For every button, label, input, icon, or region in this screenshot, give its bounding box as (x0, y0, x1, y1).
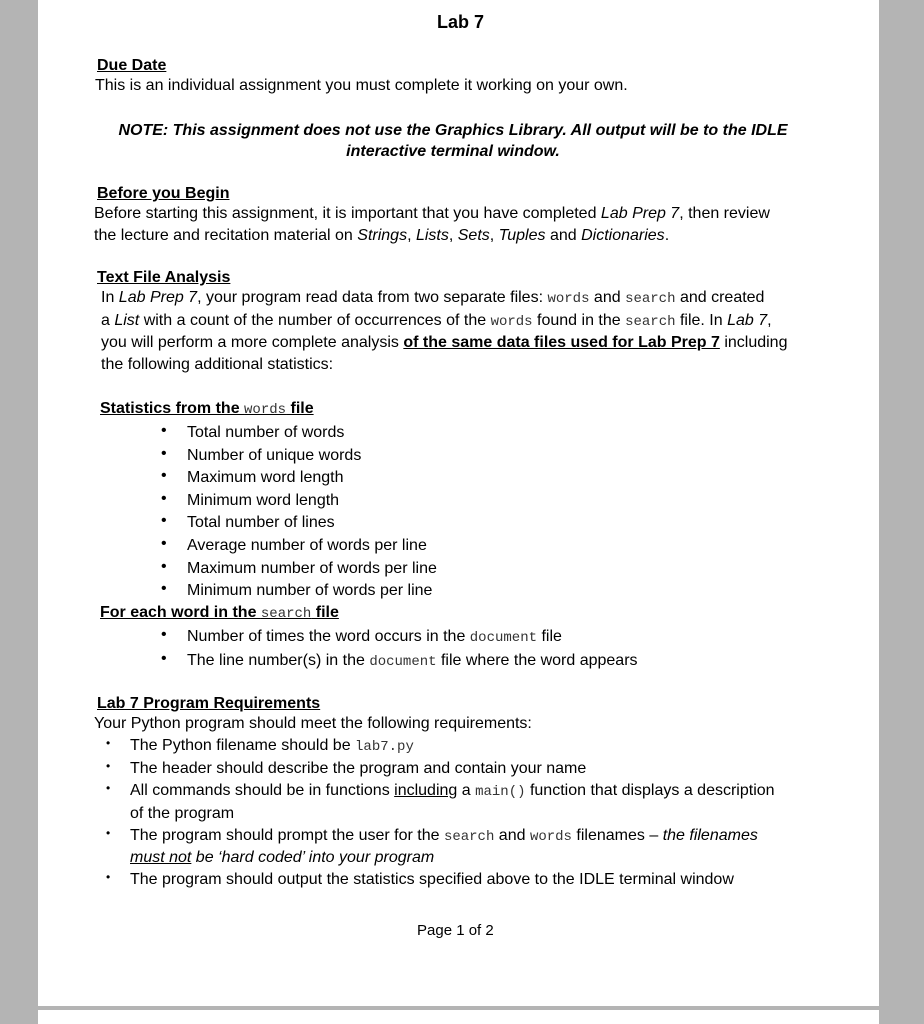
text-run: and (545, 227, 582, 244)
note-block (93, 120, 813, 162)
search-stat-item (187, 650, 638, 673)
requirement-item-continued (130, 847, 434, 869)
text-run: function that displays a description (525, 782, 775, 799)
code-words: words (547, 291, 590, 307)
text-run: filenames – (571, 827, 663, 844)
bullet-icon: • (161, 626, 167, 643)
text-run: In (101, 289, 119, 306)
code-document: document (369, 654, 437, 670)
code-search: search (443, 829, 495, 845)
code-search: search (260, 606, 312, 622)
words-stat-item: Average number of words per line (187, 537, 427, 554)
code-document: document (469, 630, 537, 646)
requirement-item (130, 825, 758, 848)
words-stat-item: Total number of lines (187, 514, 335, 531)
text-run: with a count of the number of occurrences of the (139, 312, 491, 329)
text-run: , (767, 312, 772, 329)
due-date-heading: Due Date (97, 57, 167, 74)
text-run: The line number(s) in the (187, 652, 370, 669)
next-page-edge (38, 1010, 879, 1024)
bullet-icon: • (161, 558, 167, 575)
before-line-2 (94, 225, 669, 247)
text-run: the lecture and recitation material on (94, 227, 358, 244)
text-run: Before starting this assignment, it is important that you have completed (94, 205, 601, 222)
code-words: words (490, 314, 533, 330)
text-run: file where the word appears (436, 652, 638, 669)
text-run: , (489, 227, 499, 244)
words-stat-item: Maximum word length (187, 469, 344, 486)
bullet-icon: • (106, 781, 111, 795)
analysis-line-2 (101, 310, 772, 333)
text-run: . (664, 227, 670, 244)
document-page (38, 0, 879, 1006)
page-number: Page 1 of 2 (417, 922, 494, 939)
requirements-intro: Your Python program should meet the following requirements: (94, 715, 532, 732)
topic-dictionaries: Dictionaries (581, 227, 665, 244)
words-stat-item: Maximum number of words per line (187, 560, 437, 577)
text-run: a (457, 782, 476, 799)
text-run: , then review (679, 205, 770, 222)
search-stat-item (187, 626, 562, 649)
text-run: file. In (675, 312, 728, 329)
stats-search-heading (100, 604, 339, 622)
emphasis-same-files: of the same data files used for Lab Prep 7 (403, 334, 720, 351)
words-stat-item: Number of unique words (187, 447, 362, 464)
bullet-icon: • (106, 870, 111, 884)
lab-ref: Lab 7 (727, 312, 768, 329)
topic-strings: Strings (357, 227, 408, 244)
before-line-1 (94, 203, 770, 225)
lab-prep-ref: Lab Prep 7 (118, 289, 198, 306)
note-line-2: interactive terminal window. (346, 143, 560, 160)
text-run: Number of times the word occurs in the (187, 628, 470, 645)
text-run: , (448, 227, 458, 244)
text-run: , (407, 227, 416, 244)
text-run: file (311, 604, 339, 621)
emphasis-including: including (394, 782, 458, 799)
code-words: words (244, 402, 287, 418)
words-stat-item: Total number of words (187, 424, 345, 441)
emphasis-must-not: must not (130, 849, 192, 866)
bullet-icon: • (106, 759, 111, 773)
analysis-heading: Text File Analysis (97, 269, 231, 286)
words-stat-item: Minimum number of words per line (187, 582, 433, 599)
text-run: you will perform a more complete analysis (101, 334, 404, 351)
topic-tuples: Tuples (498, 227, 546, 244)
text-run: Statistics from the (100, 400, 245, 417)
text-run: and (589, 289, 626, 306)
code-main: main() (475, 784, 526, 800)
analysis-line-4: the following additional statistics: (101, 356, 334, 373)
bullet-icon: • (161, 445, 167, 462)
emphasis-filenames: the filenames (662, 827, 758, 844)
due-date-text: This is an individual assignment you must complete it working on your own. (95, 77, 628, 94)
code-filename: lab7.py (355, 739, 414, 755)
text-run: and (494, 827, 530, 844)
list-ref: List (114, 312, 140, 329)
bullet-icon: • (161, 535, 167, 552)
text-run: The Python filename should be (130, 737, 356, 754)
text-run: and created (675, 289, 765, 306)
requirement-item: The program should output the statistics specified above to the IDLE terminal window (130, 871, 734, 888)
bullet-icon: • (161, 490, 167, 507)
analysis-line-1 (101, 287, 764, 310)
text-run: All commands should be in functions (130, 782, 395, 799)
bullet-icon: • (161, 467, 167, 484)
requirement-item-continued: of the program (130, 805, 235, 822)
topic-lists: Lists (415, 227, 449, 244)
bullet-icon: • (161, 422, 167, 439)
text-run: , your program read data from two separate files: (197, 289, 548, 306)
code-search: search (625, 314, 676, 330)
text-run: The program should prompt the user for the (130, 827, 444, 844)
text-run: be ‘hard coded’ into your program (191, 849, 435, 866)
bullet-icon: • (106, 826, 111, 840)
analysis-line-3 (101, 332, 787, 354)
text-run: found in the (532, 312, 626, 329)
code-words: words (529, 829, 572, 845)
bullet-icon: • (161, 650, 167, 667)
code-search: search (625, 291, 676, 307)
stats-words-heading (100, 400, 314, 418)
text-run: file (537, 628, 562, 645)
bullet-icon: • (161, 580, 167, 597)
requirement-item (130, 780, 775, 803)
topic-sets: Sets (457, 227, 490, 244)
page-title: Lab 7 (437, 12, 485, 32)
note-line-1: NOTE: This assignment does not use the Graphics Library. All output will be to the IDLE (118, 122, 788, 139)
bullet-icon: • (161, 512, 167, 529)
before-heading: Before you Begin (97, 185, 230, 202)
bullet-icon: • (106, 736, 111, 750)
requirement-item (130, 735, 414, 758)
text-run: file (286, 400, 314, 417)
requirement-item: The header should describe the program and contain your name (130, 760, 587, 777)
text-run: a (101, 312, 115, 329)
text-run: including (719, 334, 788, 351)
words-stat-item: Minimum word length (187, 492, 340, 509)
text-run: For each word in the (100, 604, 261, 621)
requirements-heading: Lab 7 Program Requirements (97, 695, 321, 712)
lab-prep-ref: Lab Prep 7 (600, 205, 680, 222)
